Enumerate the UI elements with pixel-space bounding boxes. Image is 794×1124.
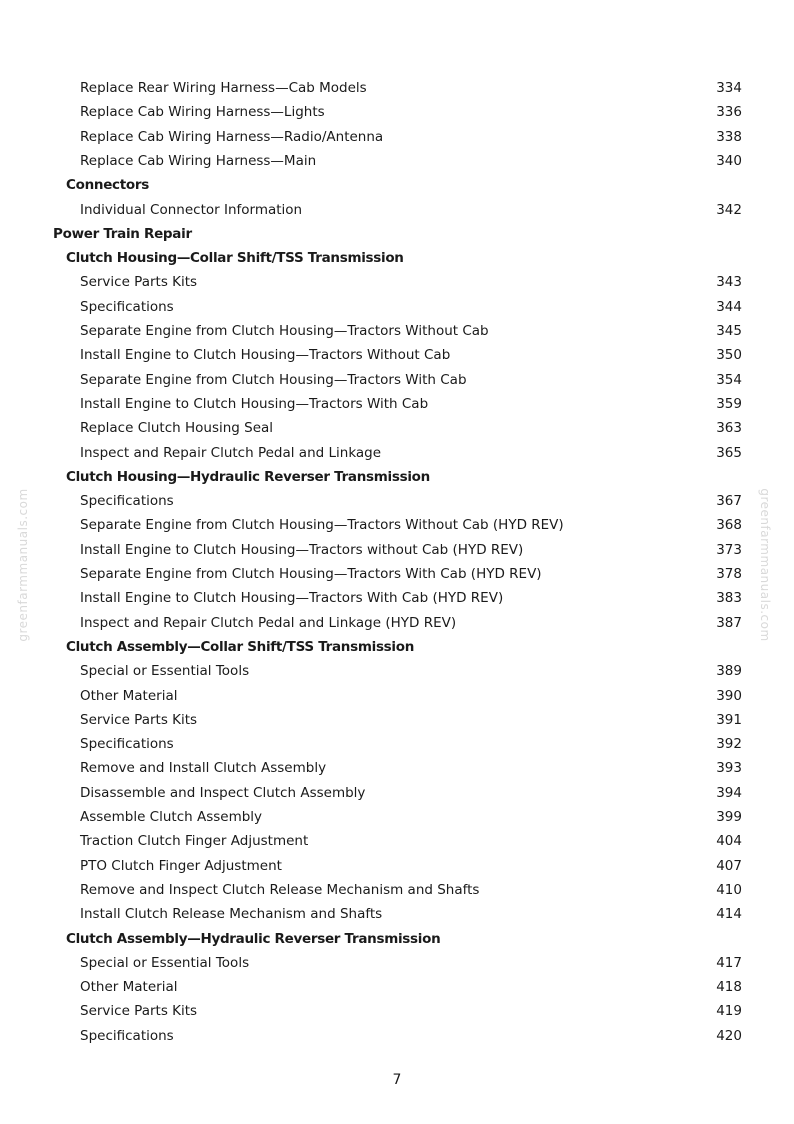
toc-entry-page: 345 <box>716 323 742 339</box>
toc-entry-page: 392 <box>716 736 742 753</box>
toc-entry-page: 417 <box>716 954 742 971</box>
toc-entry[interactable] <box>0 392 794 416</box>
toc-entry-page: 342 <box>716 201 742 218</box>
toc-entry[interactable] <box>0 368 794 392</box>
toc-entry-page: 418 <box>716 979 742 996</box>
toc-entry[interactable] <box>0 586 794 610</box>
toc-entry-page: 390 <box>716 687 742 704</box>
toc-entry-title: Specifications <box>80 736 174 753</box>
toc-entry-title: Remove and Inspect Clutch Release Mechanism and Shafts <box>80 881 480 898</box>
toc-entry-title: Other Material <box>80 979 178 996</box>
toc-entry[interactable] <box>0 878 794 902</box>
toc-section-heading <box>0 635 794 659</box>
toc-entry-page: 343 <box>716 274 742 291</box>
toc-entry[interactable] <box>0 902 794 926</box>
toc-entry-page: 410 <box>716 881 742 898</box>
toc-entry-page: 363 <box>716 420 742 437</box>
toc-entry-title: Clutch Assembly—Hydraulic Reverser Transmission <box>66 930 441 947</box>
toc-entry-page: 387 <box>716 614 742 631</box>
toc-entry[interactable] <box>0 319 794 343</box>
toc-entry-page: 419 <box>716 1003 742 1020</box>
toc-entry[interactable] <box>0 76 794 100</box>
toc-entry[interactable] <box>0 732 794 756</box>
toc-entry-title: Special or Essential Tools <box>80 663 250 680</box>
toc-entry-title: Replace Rear Wiring Harness—Cab Models <box>80 80 367 96</box>
toc-entry[interactable] <box>0 854 794 878</box>
toc-entry-page: 399 <box>716 809 742 825</box>
toc-entry-title: Replace Cab Wiring Harness—Main <box>80 152 317 169</box>
toc-entry[interactable] <box>0 489 794 513</box>
toc-entry[interactable] <box>0 951 794 975</box>
toc-entry-title: Traction Clutch Finger Adjustment <box>80 833 309 850</box>
toc-entry-page: 407 <box>716 857 742 874</box>
toc-entry[interactable] <box>0 441 794 465</box>
toc-entry[interactable] <box>0 295 794 319</box>
toc-entry-title: Individual Connector Information <box>80 201 303 218</box>
toc-entry-title: Replace Clutch Housing Seal <box>80 420 274 437</box>
toc-entry-page: 393 <box>716 760 742 777</box>
toc-entry[interactable] <box>0 198 794 222</box>
toc-entry-page: 368 <box>716 517 742 534</box>
toc-entry-title: Specifications <box>80 298 174 315</box>
toc-entry[interactable] <box>0 513 794 537</box>
toc-entry-page: 334 <box>716 80 742 96</box>
toc-entry-title: Service Parts Kits <box>80 711 198 728</box>
toc-entry-title: Service Parts Kits <box>80 1003 198 1020</box>
toc-entry-title: Separate Engine from Clutch Housing—Tractors Without Cab <box>80 323 489 339</box>
toc-entry-title: Install Engine to Clutch Housing—Tractors without Cab (HYD REV) <box>80 541 524 558</box>
toc-section-heading <box>0 246 794 270</box>
toc-entry-title: Replace Cab Wiring Harness—Radio/Antenna <box>80 128 384 145</box>
toc-entry-page: 354 <box>716 371 742 388</box>
toc-entry-page: 373 <box>716 541 742 558</box>
toc-entry[interactable] <box>0 805 794 829</box>
toc-entry-page: 365 <box>716 444 742 461</box>
toc-entry-page: 378 <box>716 566 742 582</box>
toc-entry-title: Install Engine to Clutch Housing—Tractors With Cab <box>80 395 429 412</box>
toc-entry-title: Special or Essential Tools <box>80 954 250 971</box>
toc-entry-title: Disassemble and Inspect Clutch Assembly <box>80 784 366 801</box>
toc-entry-page: 340 <box>716 152 742 169</box>
toc-entry-title: Separate Engine from Clutch Housing—Tractors With Cab (HYD REV) <box>80 566 542 582</box>
toc-entry-page: 367 <box>716 493 742 510</box>
toc-entry-title: Separate Engine from Clutch Housing—Tractors With Cab <box>80 371 467 388</box>
toc-entry-title: Specifications <box>80 493 174 510</box>
toc-section-heading <box>0 173 794 197</box>
toc-entry[interactable] <box>0 829 794 853</box>
toc-entry-title: Clutch Housing—Hydraulic Reverser Transmission <box>66 468 430 485</box>
toc-entry-title: Inspect and Repair Clutch Pedal and Linkage <box>80 444 382 461</box>
toc-entry-title: Separate Engine from Clutch Housing—Tractors Without Cab (HYD REV) <box>80 517 564 534</box>
toc-entry-title: Inspect and Repair Clutch Pedal and Linkage (HYD REV) <box>80 614 457 631</box>
toc-entry[interactable] <box>0 562 794 586</box>
toc-entry-title: PTO Clutch Finger Adjustment <box>80 857 282 874</box>
toc-entry-title: Clutch Assembly—Collar Shift/TSS Transmission <box>66 638 415 655</box>
toc-entry[interactable] <box>0 659 794 683</box>
toc-entry-page: 404 <box>716 833 742 850</box>
toc-entry[interactable] <box>0 708 794 732</box>
toc-entry-title: Remove and Install Clutch Assembly <box>80 760 327 777</box>
toc-entry-title: Power Train Repair <box>53 225 192 242</box>
page-number: 7 <box>392 1072 402 1088</box>
toc-entry[interactable] <box>0 270 794 294</box>
toc-entry[interactable] <box>0 781 794 805</box>
toc-entry-page: 389 <box>716 663 742 680</box>
toc-entry[interactable] <box>0 343 794 367</box>
toc-chapter-heading <box>0 222 794 246</box>
toc-entry-page: 336 <box>716 104 742 121</box>
toc-entry-title: Install Engine to Clutch Housing—Tractors With Cab (HYD REV) <box>80 590 504 607</box>
toc-entry-page: 420 <box>716 1027 742 1044</box>
toc-entry-page: 383 <box>716 590 742 607</box>
toc-entry-page: 394 <box>716 784 742 801</box>
toc-entry[interactable] <box>0 684 794 708</box>
toc-entry[interactable] <box>0 538 794 562</box>
toc-entry-page: 344 <box>716 298 742 315</box>
toc-entry-page: 350 <box>716 347 742 364</box>
toc-entry-title: Other Material <box>80 687 178 704</box>
toc-entry-title: Connectors <box>66 177 149 194</box>
toc-entry-title: Specifications <box>80 1027 174 1044</box>
toc-entry-page: 391 <box>716 711 742 728</box>
watermark-right: greenfarmmanuals.com <box>758 488 772 642</box>
toc-entry-page: 338 <box>716 128 742 145</box>
toc-entry[interactable] <box>0 125 794 149</box>
toc-entry[interactable] <box>0 416 794 440</box>
toc-entry[interactable] <box>0 100 794 124</box>
toc-section-heading <box>0 465 794 489</box>
toc-entry[interactable] <box>0 611 794 635</box>
toc-entry-title: Assemble Clutch Assembly <box>80 809 263 825</box>
toc-entry-title: Clutch Housing—Collar Shift/TSS Transmission <box>66 250 404 267</box>
watermark-left: greenfarmmanuals.com <box>16 488 30 642</box>
toc-entry-title: Install Engine to Clutch Housing—Tractors Without Cab <box>80 347 451 364</box>
toc-entry[interactable] <box>0 1024 794 1048</box>
toc-entry[interactable] <box>0 756 794 780</box>
toc-entry-page: 414 <box>716 906 742 923</box>
toc-entry-title: Install Clutch Release Mechanism and Shafts <box>80 906 383 923</box>
toc-entry-page: 359 <box>716 395 742 412</box>
toc-entry[interactable] <box>0 975 794 999</box>
toc-entry-title: Service Parts Kits <box>80 274 198 291</box>
toc-entry[interactable] <box>0 149 794 173</box>
toc-entry-title: Replace Cab Wiring Harness—Lights <box>80 104 325 121</box>
toc-section-heading <box>0 927 794 951</box>
toc-entry[interactable] <box>0 999 794 1023</box>
